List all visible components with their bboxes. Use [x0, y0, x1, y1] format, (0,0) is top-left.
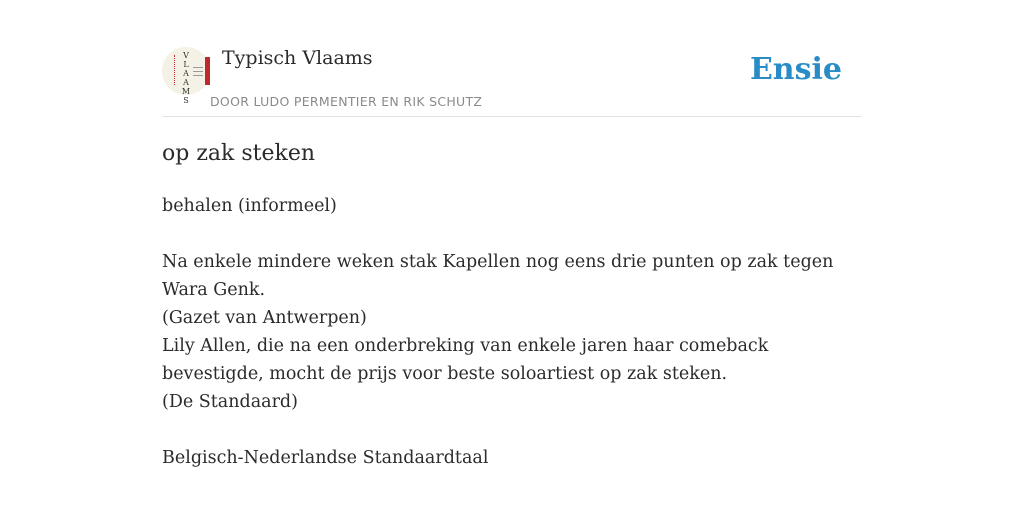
ensie-logo[interactable]: Ensie — [749, 52, 842, 87]
avatar-letters: V L A A M S — [181, 51, 191, 105]
page-header — [162, 44, 862, 117]
paragraph-spacer — [162, 416, 862, 444]
book-cover-avatar[interactable] — [162, 47, 210, 105]
avatar-red-bar — [205, 57, 210, 85]
entry-definition: behalen (informeel) — [162, 196, 337, 216]
entry-category: Belgisch-Nederlandse Standaardtaal — [162, 448, 489, 468]
example-source: (Gazet van Antwerpen) — [162, 308, 367, 328]
avatar-decoration — [174, 55, 178, 85]
avatar-text-lines — [193, 67, 203, 79]
example-source: (De Standaard) — [162, 392, 298, 412]
example-sentence: Lily Allen, die na een onderbreking van enkele jaren haar comeback bevestigde, mocht de prijs voor beste soloartiest op zak steken. — [162, 336, 769, 384]
site-title[interactable]: Typisch Vlaams — [222, 47, 373, 69]
authors-byline: DOOR LUDO PERMENTIER EN RIK SCHUTZ — [210, 94, 483, 109]
entry-body — [162, 192, 862, 472]
paragraph-spacer — [162, 220, 862, 248]
example-sentence: Na enkele mindere weken stak Kapellen nog eens drie punten op zak tegen Wara Genk. — [162, 252, 834, 300]
entry-term: op zak steken — [162, 141, 316, 166]
entry-content — [162, 138, 862, 472]
